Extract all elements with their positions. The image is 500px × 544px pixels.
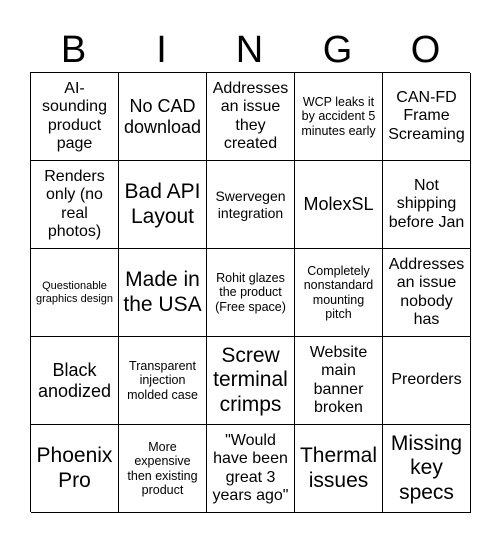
bingo-cell-free-space[interactable]: Rohit glazes the product (Free space) (207, 249, 295, 337)
bingo-header (30, 28, 470, 72)
header-letter-b: B (60, 29, 88, 71)
header-letter-i: I (156, 29, 168, 71)
bingo-cell[interactable]: Website main banner broken (295, 337, 383, 425)
bingo-cell[interactable]: Addresses an issue they created (207, 73, 295, 161)
bingo-cell[interactable]: Phoenix Pro (31, 425, 119, 513)
bingo-cell[interactable]: CAN-FD Frame Screaming (383, 73, 471, 161)
bingo-cell[interactable]: More expensive then existing product (119, 425, 207, 513)
bingo-cell[interactable]: Bad API Layout (119, 161, 207, 249)
bingo-cell[interactable]: Thermal issues (295, 425, 383, 513)
bingo-cell[interactable]: WCP leaks it by accident 5 minutes early (295, 73, 383, 161)
bingo-cell[interactable]: Preorders (383, 337, 471, 425)
bingo-cell[interactable]: MolexSL (295, 161, 383, 249)
bingo-board (30, 72, 470, 512)
header-letter-o: O (410, 29, 442, 71)
bingo-cell[interactable]: Renders only (no real photos) (31, 161, 119, 249)
bingo-cell[interactable]: Not shipping before Jan (383, 161, 471, 249)
bingo-cell[interactable]: Addresses an issue nobody has (383, 249, 471, 337)
bingo-cell[interactable]: Questionable graphics design (31, 249, 119, 337)
bingo-cell[interactable]: "Would have been great 3 years ago" (207, 425, 295, 513)
bingo-cell[interactable]: No CAD download (119, 73, 207, 161)
bingo-cell[interactable]: Missing key specs (383, 425, 471, 513)
header-letter-g: G (322, 29, 354, 71)
bingo-cell[interactable]: Black anodized (31, 337, 119, 425)
bingo-cell[interactable]: Completely nonstandard mounting pitch (295, 249, 383, 337)
bingo-cell[interactable]: Swervegen integration (207, 161, 295, 249)
bingo-cell[interactable]: Transparent injection molded case (119, 337, 207, 425)
header-letter-n: N (235, 29, 265, 71)
bingo-cell[interactable]: Made in the USA (119, 249, 207, 337)
bingo-cell[interactable]: Screw terminal crimps (207, 337, 295, 425)
bingo-cell[interactable]: AI-sounding product page (31, 73, 119, 161)
